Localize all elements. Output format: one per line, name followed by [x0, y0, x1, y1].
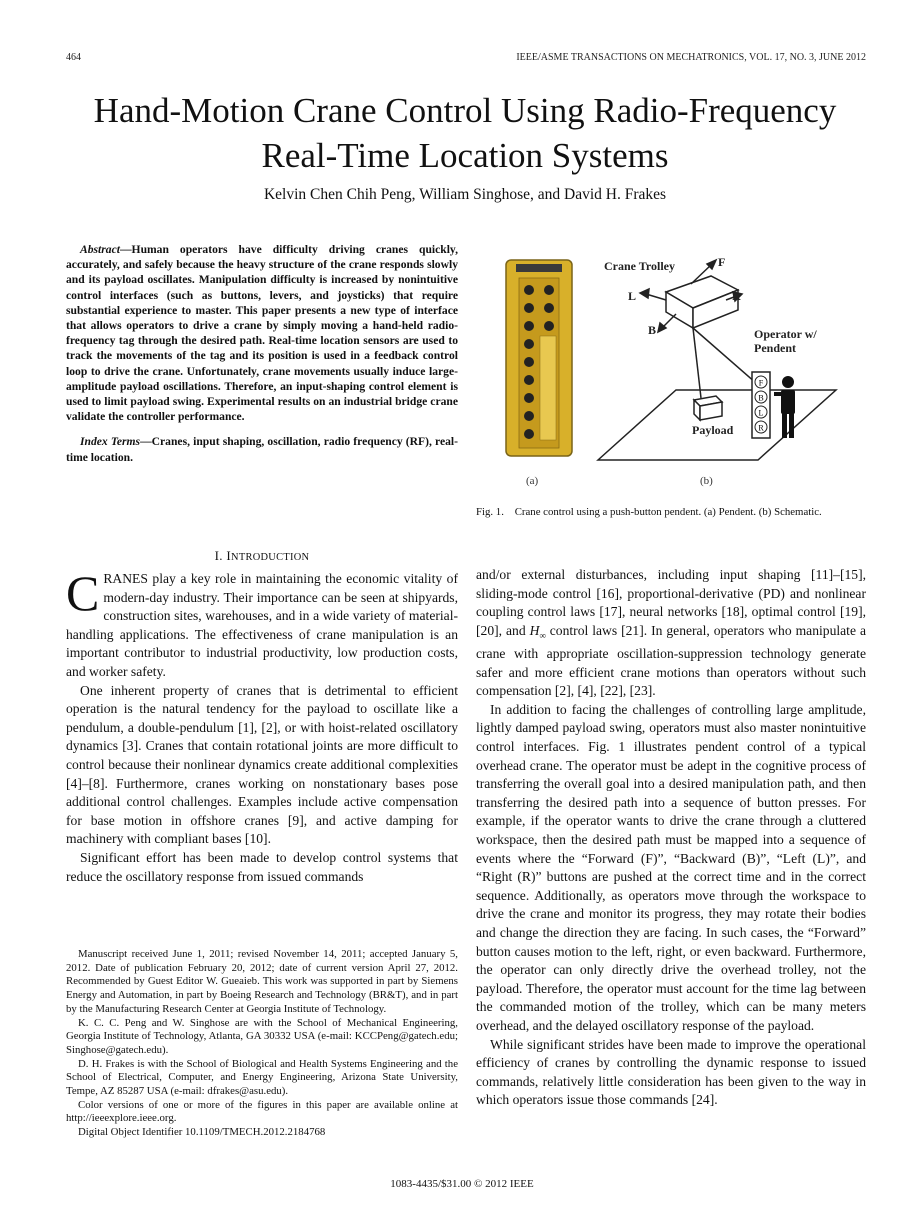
intro-paragraph-3: Significant effort has been made to develop control systems that reduce the oscillatory response from issued commands	[66, 849, 458, 884]
operator-icon	[774, 376, 795, 438]
right-text-1a: and/or external disturbances, including input shaping [11]–[15], sliding-mode control [16], proportional-derivative (PD) and nonlinear coupling control laws [17], neural networks [18], optimal control [19], [20], and	[476, 567, 866, 638]
title-line-2: Real-Time Location Systems	[261, 136, 669, 175]
right-paragraph-1	[476, 566, 866, 701]
caption-label: Fig. 1.	[476, 506, 504, 518]
author-list: Kelvin Chen Chih Peng, William Singhose, and David H. Frakes	[263, 186, 667, 203]
figure-1	[476, 250, 866, 500]
intro-text-1: RANES play a key role in maintaining the economic vitality of modern-day industry. Their importance can be seen at shipyards, construction sites, warehouses, and in a wide variety of material-handling applications. The effectiveness of crane manipulation is an important contributor to industrial productivity, low production costs, and worker safety.	[66, 571, 458, 679]
h-symbol: H	[529, 622, 540, 638]
index-terms-text: —Cranes, input shaping, oscillation, radio frequency (RF), real-time location.	[66, 435, 458, 464]
footnote-authors-1: K. C. C. Peng and W. Singhose are with the School of Mechanical Engineering, Georgia Institute of Technology, Atlanta, GA 30332 USA (e-mail: KCCPeng@gatech.edu; Singhose@gatech.edu).	[66, 1016, 458, 1056]
btn-b-label: B	[758, 393, 764, 403]
infinity-subscript: ∞	[539, 630, 546, 641]
footnote-manuscript: Manuscript received June 1, 2011; revised November 14, 2011; accepted January 5, 2012. Date of publication February 20, 2012; date of current version April 27, 2012. Recommended by Guest Editor W. Gueaieb. This work was supported in part by Siemens Energy and Automation, in part by Boeing Research and Technology (BR&T), and in part by the Manufacturing Research Center at Georgia Institute of Technology.	[66, 948, 458, 1015]
section-heading	[66, 548, 458, 564]
label-b: (b)	[700, 475, 713, 487]
arrow-l-label: L	[628, 289, 637, 303]
title-line-1: Hand-Motion Crane Control Using Radio-Frequency	[93, 91, 837, 130]
journal-header: IEEE/ASME TRANSACTIONS ON MECHATRONICS, VOL. 17, NO. 3, JUNE 2012	[516, 52, 866, 63]
section-title-rest: NTRODUCTION	[231, 552, 310, 563]
intro-paragraph-2: One inherent property of cranes that is detrimental to efficient operation is the natural tendency for the payload to oscillate like a pendulum, a double-pendulum [1], [2], or with hoist-related oscillatory dynamics [3]. Cranes that contain rotational joints are more difficult to control because their nonlinear dynamics create additional complexities [4]–[8]. Furthermore, cranes working on nonstationary bases pose additional control challenges. Examples include active compensation for base motion in offshore cranes [9], and active damping for machinery with compliant bases [10].	[66, 682, 458, 847]
right-paragraph-2: In addition to facing the challenges of controlling large amplitude, lightly damped payload swing, operators must also master nonintuitive control interfaces. Fig. 1 illustrates pendent control of a typical overhead crane. The operator must be adept in the cognitive process of transferring the overall goal into a desired manipulation path, and then transferring the desired path into a sequence of button presses. For example, if the operator wants to drive the crane through a cluttered workspace, then the desired path must be mapped into a sequence of events where the “Forward (F)”, “Backward (B)”, “Left (L)”, and “Right (R)” buttons are pushed at the correct time and in the correct sequence. Additionally, as operators move through the workspace to drive the crane and monitor its progress, they may rotate their bodies and change the direction they are facing. In such cases, the “Forward” button causes motion to the left, right, or even backward. Furthermore, the operator can only directly drive the overhead trolley, not the payload. Therefore, the operator must account for the time lag between the commanded motion of the trolley, which can be many meters overhead, and the delayed oscillatory response of the payload.	[476, 701, 866, 1033]
drop-cap: C	[66, 565, 100, 621]
right-column	[476, 566, 866, 1110]
paper-title	[40, 88, 890, 178]
footnote-color: Color versions of one or more of the figures in this paper are available online at http://ieeexplore.ieee.org.	[66, 1098, 458, 1125]
operator-label-2: Pendent	[754, 341, 796, 355]
footnote-authors-2: D. H. Frakes is with the School of Biological and Health Systems Engineering and the School of Electrical, Computer, and Energy Engineering, Arizona State University, Tempe, AZ 85287 USA (e-mail: dfrakes@asu.edu).	[66, 1057, 458, 1098]
left-column	[66, 565, 458, 886]
section-initial: I	[226, 548, 232, 563]
right-text-1b: control laws [21]. In general, operators who manipulate a crane with appropriate oscillation-suppression technology generate safer and more efficient crane motions than operators without such compensation [2], [4], [22], [23].	[476, 622, 866, 699]
btn-l-label: L	[758, 408, 764, 418]
abstract-label: Abstract	[80, 243, 120, 256]
right-paragraph-3: While significant strides have been made to improve the operational efficiency of cranes by controlling the dynamic response to issued commands, relatively little consideration has been given to the way in which operators issue those commands [24].	[476, 1036, 866, 1108]
page-number: 464	[66, 52, 81, 63]
index-terms-label: Index Terms	[80, 435, 141, 449]
figure-caption	[476, 506, 868, 518]
btn-r-label: R	[758, 423, 764, 433]
index-terms-paragraph	[66, 434, 458, 464]
payload-label: Payload	[692, 423, 734, 437]
caption-text: Crane control using a push-button pendent. (a) Pendent. (b) Schematic.	[514, 506, 822, 518]
arrow-f-label: F	[718, 255, 726, 269]
pendent-photo	[506, 260, 572, 456]
abstract-text: —Human operators have difficulty driving cranes quickly, accurately, and safely because the heavy structure of the crane responds slowly and its payload oscillates. Manipulation difficulty is increased by nonintuitive control interfaces (such as buttons, levers, and joysticks) that require substantial experience to master. This paper presents a new type of interface that allows operators to drive a crane by simply moving a hand-held radio-frequency tag through the desired path. Real-time location sensors are used to track the movements of the tag and its position is used in a feedback control loop to drive the crane. Unfortunately, crane movements usually induce large-amplitude payload oscillations. Therefore, an input-shaping control element is used to limit payload swing. Experimental results on an industrial bridge crane validate the controller performance.	[66, 243, 458, 424]
arrow-b-label: B	[648, 323, 657, 337]
crane-trolley-label: Crane Trolley	[604, 259, 675, 273]
arrow-r-label: R	[732, 289, 741, 303]
btn-f-label: F	[758, 378, 764, 388]
abstract-block	[66, 242, 458, 475]
intro-paragraph-1	[66, 565, 458, 682]
section-number: I.	[214, 548, 223, 563]
label-a: (a)	[526, 475, 539, 487]
abstract-paragraph	[66, 242, 458, 424]
copyright-line: 1083-4435/$31.00 © 2012 IEEE	[390, 1178, 534, 1190]
footnote-block	[66, 948, 458, 1140]
operator-label-1: Operator w/	[754, 327, 817, 341]
footnote-doi: Digital Object Identifier 10.1109/TMECH.2012.2184768	[78, 1126, 326, 1139]
